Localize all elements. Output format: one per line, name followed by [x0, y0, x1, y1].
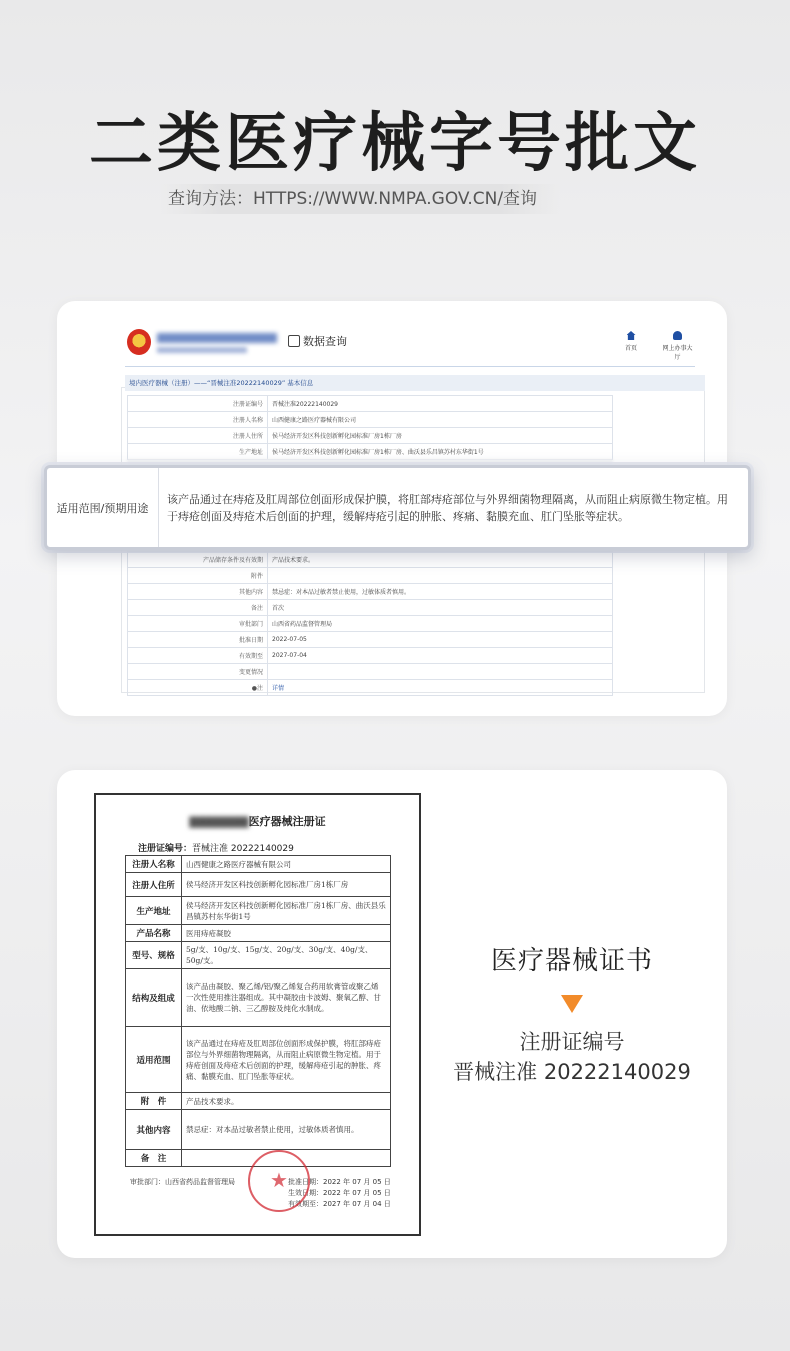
row-key: 变更情况	[128, 664, 268, 680]
breadcrumb: 境内医疗器械（注册）——“晋械注准20222140029” 基本信息	[125, 375, 705, 391]
data-query-label: 数据查询	[303, 335, 347, 348]
home-icon	[627, 331, 636, 340]
user-icon	[673, 331, 682, 340]
approve-date: 批准日期：2022 年 07 月 05 日	[288, 1178, 391, 1186]
table-row	[128, 552, 613, 568]
table-row	[126, 897, 391, 925]
summary-label: 注册证编号	[519, 1030, 625, 1054]
cert-value: 该产品由凝胶、聚乙烯/铝/聚乙烯复合药用软膏管或聚乙烯一次性使用推注器组成。其中凝胶由卡波姆、聚氧乙醇、甘油、依地酸二钠、三乙醇胺及纯化水制成。	[182, 969, 391, 1027]
cert-value: 产品技术要求。	[182, 1093, 391, 1110]
cert-key: 备 注	[126, 1150, 182, 1167]
nav-service-hall[interactable]	[660, 331, 695, 361]
approver: 审批部门：山西省药品监督管理局	[130, 1178, 235, 1186]
table-row	[126, 856, 391, 873]
certificate-card	[57, 770, 727, 1258]
issue-date: 生效日期：2022 年 07 月 05 日	[288, 1189, 391, 1197]
cert-key: 结构及组成	[126, 969, 182, 1027]
site-header	[125, 325, 695, 367]
cert-key: 生产地址	[126, 897, 182, 925]
table-row	[128, 616, 613, 632]
row-key: 附件	[128, 568, 268, 584]
site-subname-blurred	[157, 347, 247, 353]
cert-key: 产品名称	[126, 925, 182, 942]
certificate-table	[125, 855, 391, 1167]
row-value	[268, 664, 613, 680]
cert-key: 附 件	[126, 1093, 182, 1110]
row-key: 生产地址	[128, 444, 268, 460]
data-query-link[interactable]	[288, 333, 347, 349]
down-arrow-icon	[561, 995, 583, 1013]
table-row	[126, 1110, 391, 1150]
row-value: 侯马经济开发区科技创新孵化园标准厂房1栋厂房	[268, 428, 613, 444]
table-row	[128, 600, 613, 616]
nav-home-label: 首页	[625, 345, 638, 352]
row-value	[268, 568, 613, 584]
certificate-number	[138, 841, 294, 854]
table-row	[128, 396, 613, 412]
table-row	[126, 942, 391, 969]
table-row	[128, 584, 613, 600]
info-table-top	[127, 395, 613, 460]
row-key: 注册证编号	[128, 396, 268, 412]
emblem-logo	[127, 329, 151, 355]
cert-no-value: 晋械注准 20222140029	[192, 844, 294, 854]
row-key: 批准日期	[128, 632, 268, 648]
zoom-value: 该产品通过在痔疮及肛周部位创面形成保护膜，将肛部痔疮部位与外界细菌物理隔离，从而阻止病原微生物定植。用于痔疮创面及痔疮术后创面的护理，缓解痔疮引起的肿胀、疼痛、黏膜充血、肛门坠胀等症状。	[167, 493, 728, 523]
cert-value: 医用痔疮凝胶	[182, 925, 391, 942]
certificate-document	[94, 793, 421, 1236]
cert-value: 5g/支、10g/支、15g/支、20g/支、30g/支、40g/支、50g/支。	[182, 942, 391, 969]
row-key: 审批部门	[128, 616, 268, 632]
table-row	[128, 568, 613, 584]
row-value: 晋械注准20222140029	[268, 396, 613, 412]
cert-key: 注册人住所	[126, 873, 182, 897]
issuer-blurred: ▇▇▇▇▇▇▇	[189, 815, 249, 828]
table-row	[126, 873, 391, 897]
cert-value: 侯马经济开发区科技创新孵化园标准厂房1栋厂房	[182, 873, 391, 897]
nav-home[interactable]	[625, 331, 637, 352]
row-key: 注册人住所	[128, 428, 268, 444]
data-query-icon	[288, 335, 300, 347]
cert-value: 禁忌症：对本品过敏者禁止使用，过敏体质者慎用。	[182, 1110, 391, 1150]
table-row	[126, 1027, 391, 1093]
table-row	[126, 1093, 391, 1110]
valid-date: 有效期至：2027 年 07 月 04 日	[288, 1200, 391, 1208]
table-row	[126, 925, 391, 942]
table-row	[128, 412, 613, 428]
details-link[interactable]: 详情	[268, 680, 613, 696]
row-value: 首次	[268, 600, 613, 616]
pin-icon: ●	[251, 685, 257, 692]
table-row	[128, 648, 613, 664]
cert-value: 该产品通过在痔疮及肛周部位创面形成保护膜，将肛部痔疮部位与外界细菌物理隔离，从而阻止病原微生物定植。用于痔疮创面及痔疮术后创面的护理，缓解痔疮引起的肿胀、疼痛、黏膜充血、肛门坠胀等症状。	[182, 1027, 391, 1093]
summary-block	[417, 940, 727, 1087]
summary-title: 医疗器械证书	[490, 946, 653, 976]
summary-value: 晋械注准 20222140029	[453, 1060, 691, 1084]
note-label: 注	[256, 685, 263, 692]
nav-service-label: 网上办事大厅	[662, 345, 693, 361]
row-value: 2022-07-05	[268, 632, 613, 648]
row-key: 注册人名称	[128, 412, 268, 428]
cert-key: 适用范围	[126, 1027, 182, 1093]
table-row	[128, 428, 613, 444]
row-key: 产品储存条件及有效期	[128, 552, 268, 568]
site-name-blurred	[157, 333, 277, 343]
cert-key: 注册人名称	[126, 856, 182, 873]
cert-key: 其他内容	[126, 1110, 182, 1150]
query-hint: 查询方法：HTTPS://WWW.NMPA.GOV.CN/查询	[160, 184, 560, 214]
cert-no-label: 注册证编号：	[138, 844, 193, 854]
cert-value: 山西健康之路医疗器械有限公司	[182, 856, 391, 873]
row-value: 山西省药品监督管理局	[268, 616, 613, 632]
star-icon: ★	[270, 1168, 288, 1192]
zoomed-scope-row	[44, 465, 751, 550]
row-value: 侯马经济开发区科技创新孵化园标准厂房1栋厂房、曲沃县乐昌镇苏村东华街1号	[268, 444, 613, 460]
table-row	[126, 969, 391, 1027]
table-row	[128, 680, 613, 696]
cert-value: 侯马经济开发区科技创新孵化园标准厂房1栋厂房、曲沃县乐昌镇苏村东华街1号	[182, 897, 391, 925]
table-row	[128, 632, 613, 648]
row-value: 禁忌症：对本品过敏者禁止使用，过敏体质者慎用。	[268, 584, 613, 600]
row-key: 备注	[128, 600, 268, 616]
cert-key: 型号、规格	[126, 942, 182, 969]
row-value: 产品技术要求。	[268, 552, 613, 568]
row-value: 2027-07-04	[268, 648, 613, 664]
official-seal	[248, 1150, 310, 1212]
row-key	[128, 680, 268, 696]
row-key: 有效期至	[128, 648, 268, 664]
certificate-title-text: 医疗器械注册证	[248, 815, 326, 828]
certificate-title	[96, 813, 419, 829]
page-title: 二类医疗械字号批文	[89, 107, 701, 181]
table-row	[128, 664, 613, 680]
table-row	[128, 444, 613, 460]
info-table-bottom	[127, 551, 613, 696]
row-value: 山西健康之路医疗器械有限公司	[268, 412, 613, 428]
row-key: 其他内容	[128, 584, 268, 600]
zoom-key: 适用范围/预期用途	[47, 468, 159, 547]
